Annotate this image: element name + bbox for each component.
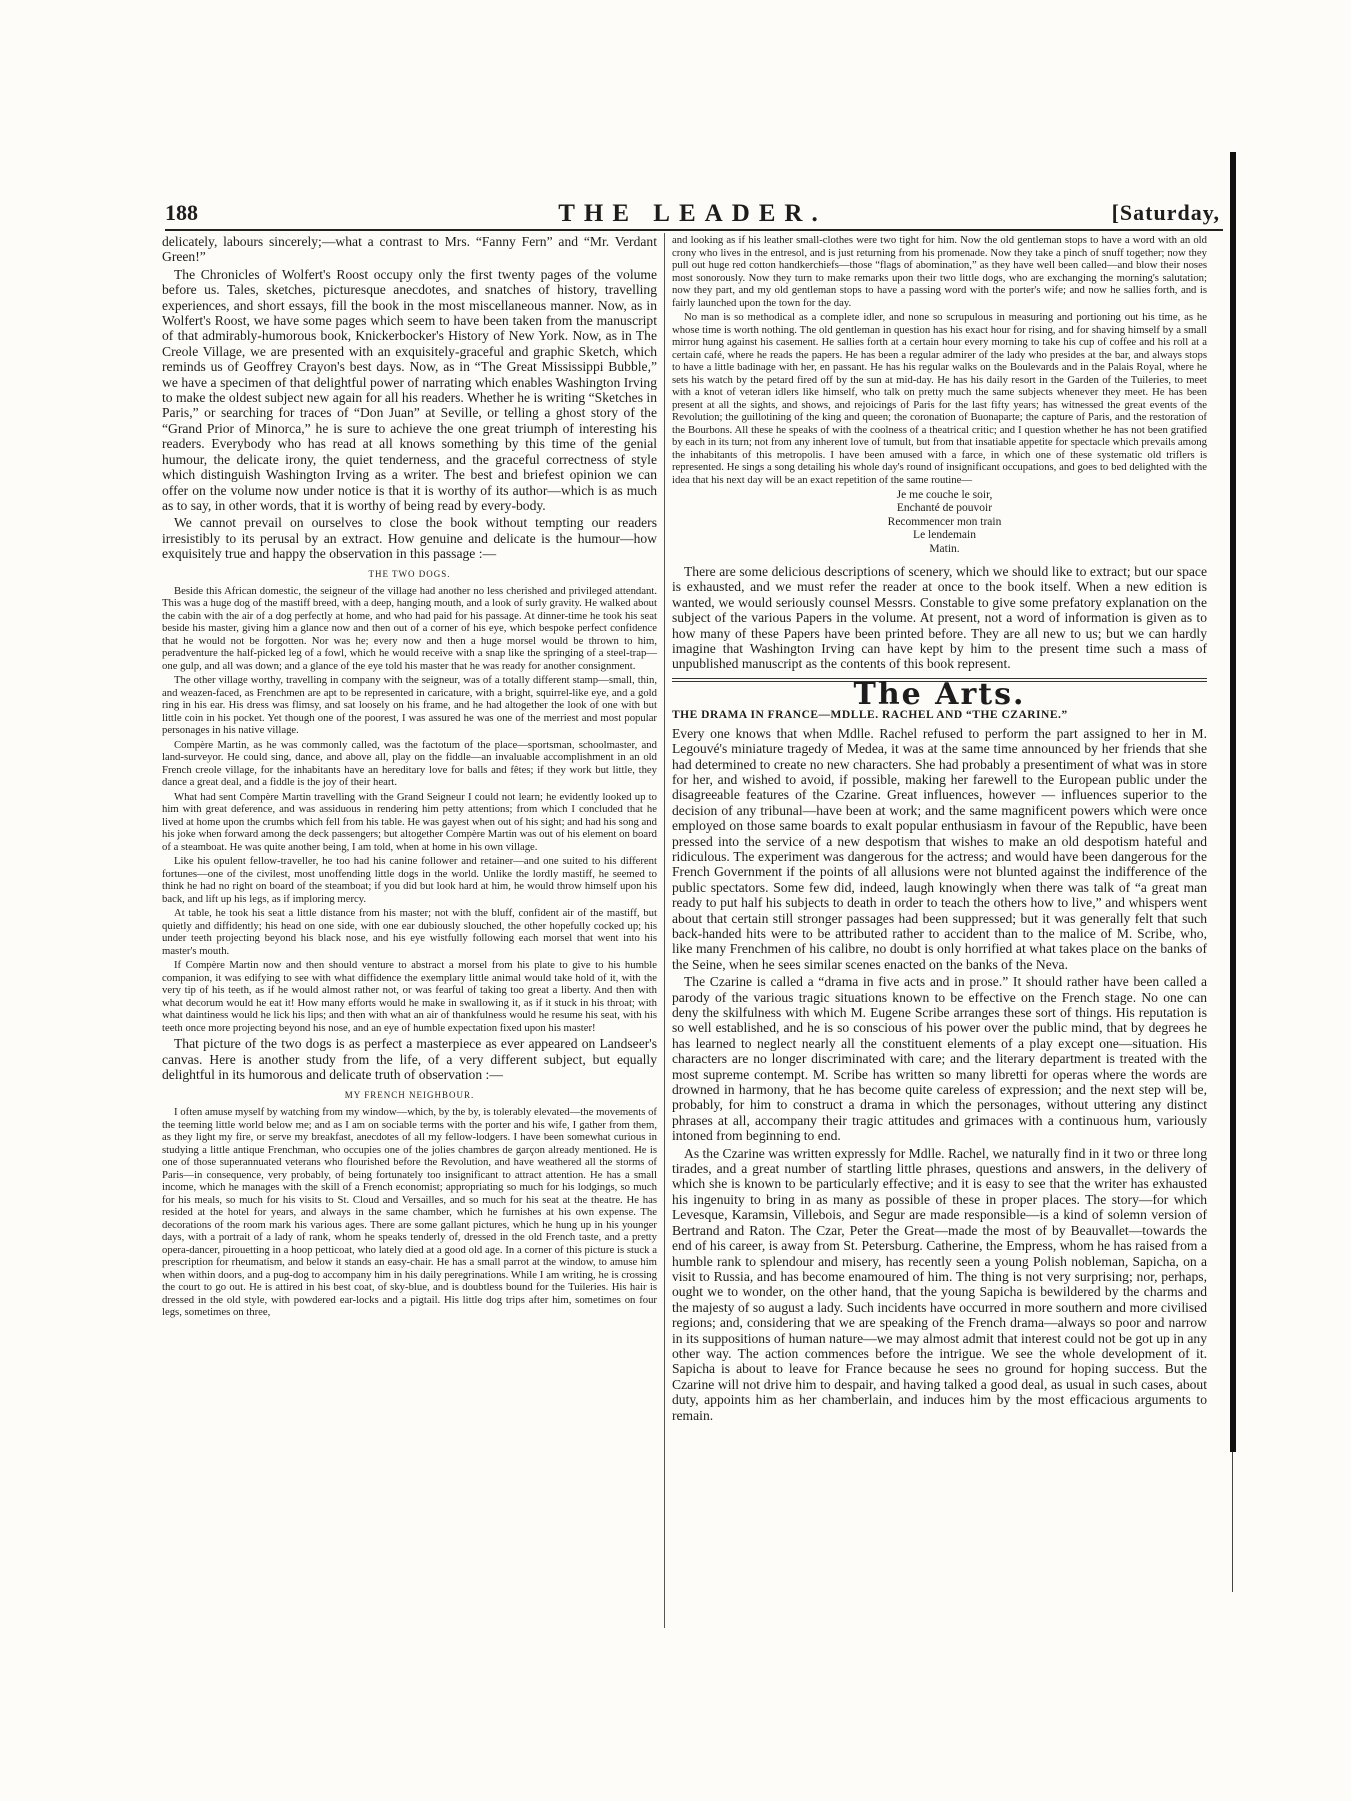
review-paragraph: There are some delicious descriptions of scenery, which we should like to extract; but our space is exhausted, and we must refer the reader at once to the book itself. When a new edition is wanted, we would seriously counsel Messrs. Constable to give some prefatory explanation on the subject of the various Papers in the volume. At present, not a word of information is given as to how many of these Papers have been printed before. They are all new to us; but we can hardly imagine that Washington Irving can have kept by him to the present time such a mass of unpublished manuscript as the contents of this book represent.	[672, 564, 1207, 672]
verse-line: Recommencer mon train	[887, 515, 1002, 528]
extract-paragraph: At table, he took his seat a little distance from his master; not with the bluff, confident air of the mastiff, but quietly and diffidently; his head on one side, with one ear dubiously slouched, the other hopefully cocked up; his under teeth projecting beyond his black nose, and his eye wistfully following each morsel that went into his master's mouth.	[162, 907, 657, 957]
right-column	[672, 234, 1207, 1425]
song-verse	[672, 489, 1207, 556]
extract-paragraph: What had sent Compère Martin travelling with the Grand Seigneur I could not learn; he evidently looked up to him with great deference, and was assiduous in rendering him petty attentions; from which I concluded that he lived at home upon the crumbs which fell from his table. He was gayest when out of his sight; and had his song and his joke when forward among the deck passengers; but altogether Compère Martin was out of his element on board of a steamboat. He was quite another being, I am told, when at home in his own village.	[162, 790, 657, 853]
extract-paragraph: Compère Martin, as he was commonly called, was the factotum of the place—sportsman, schoolmaster, and land-surveyor. He could sing, dance, and above all, play on the fiddle—an invaluable accomplishment in an old French creole village, for the inhabitants have an hereditary love for balls and fêtes; if they work but little, they dance a great deal, and a fiddle is the joy of their heart.	[162, 738, 657, 789]
extract-paragraph: No man is so methodical as a complete idler, and none so scrupulous in measuring and portioning out his time, as he whose time is worth nothing. The old gentleman in question has his exact hour for rising, and for shaving himself by a small mirror hung against his casement. He sallies forth at a certain hour every morning to take his cup of coffee and his roll at a certain café, where he reads the papers. He has been a regular admirer of the lady who presides at the bar, and always stops to have a little badinage with her, en passant. He has his regular walks on the Boulevards and in the Palais Royal, where he sets his watch by the petard fired off by the sun at mid-day. He has his daily resort in the Garden of the Tuileries, to meet with a knot of veteran idlers like himself, who talk on pretty much the same subjects whenever they meet. He has been present at all the sights, and shows, and rejoicings of Paris for the last fifty years; has witnessed the great events of the Revolution; the guillotining of the king and queen; the coronation of Buonaparte; the capture of Paris, and the restoration of the Bourbons. All these he speaks of with the coolness of a theatrical critic; and I question whether he has not been gratified by each in its turn; not from any inherent love of tumult, but from that insatiable appetite for spectacle which prevails among the inhabitants of this metropolis. I have been amused with a farce, in which one of these systematic old triflers is represented. He sings a song detailing his whole day's round of insignificant occupations, and goes to bed delighted with the idea that his next day will be an exact repetition of the same routine—	[672, 311, 1207, 486]
header-day: [Saturday,	[1111, 200, 1220, 225]
article-paragraph: As the Czarine was written expressly for Mdlle. Rachel, we naturally find in it two or three long tirades, and a great number of startling little phrases, questions and answers, in the delivery of which she is known to be particularly effective; and it is easy to see that the writer has exhausted his ingenuity to bring in as many as possible of these in proper places. The story—for which Levesque, Karamsin, Villebois, and Segur are made responsible—is a kind of solemn version of Bertrand and Raton. The Czar, Peter the Great—made the most of by Beauvallet—towards the end of his career, is away from St. Petersburg. Catherine, the Empress, whom he has raised from a humble rank to splendour and misery, has recently seen a young Polish nobleman, Sapicha, on a visit to Russia, and has become enamoured of him. The thing is not very surprising; nor, perhaps, ought we to wonder, on the other hand, that the young Sapicha is bewildered by the charms and the majesty of so august a lady. Such incidents have occurred in more southern and more civilised regions; and, considering that we are speaking of the French drama—always so poor and narrow in its suppositions of human nature—we may almost admit that interest could not be got up in any other way. The action commences before the intrigue. We see the whole development of it. Sapicha is about to leave for France because he sees no ground for hoping success. But the Czarine will not drive him to despair, and having talked a good deal, as usual in such cases, about duty, appoints him as her chamberlain, and induces him by the most efficacious arguments to remain.	[672, 1145, 1207, 1423]
extract-paragraph: I often amuse myself by watching from my window—which, by the by, is tolerably elevated—the movements of the teeming little world below me; and as I am on sociable terms with the porter and his wife, I gather from them, as they light my fire, or serve my breakfast, anecdotes of all my fellow-lodgers. I have been somewhat curious in studying a little antique Frenchman, who occupies one of the jolies chambres de garçon already mentioned. He is one of those superannuated veterans who flourished before the Revolution, and have weathered all the storms of Paris—in consequence, very probably, of being fortunately too insignificant to attract attention. He has a small income, which he manages with the skill of a French economist; appropriating so much for his lodgings, so much for his meals, so much for his visits to St. Cloud and Versailles, and so much for his seat at the theatre. He has resided at the hotel for years, and always in the same chamber, which he furnishes at his own expense. The decorations of the room mark his various ages. There are some gallant pictures, which he hung up in his younger days, with a portrait of a lady of rank, whom he speaks tenderly of, dressed in the old French taste, and a pretty opera-dancer, pirouetting in a hoop petticoat, who lately died at a good old age. In a corner of this picture is stuck a prescription for rheumatism, and below it stands an easy-chair. He has a small parrot at the window, to amuse him when within doors, and a pug-dog to accompany him in his daily peregrinations. While I am writing, he is crossing the court to go out. He is attired in his best coat, of sky-blue, and is doubtless bound for the Tuileries. His hair is dressed in the old style, with powdered ear-locks and a pigtail. His little dog trips after him, sometimes on four legs, sometimes on three,	[162, 1106, 657, 1319]
extract-paragraph: Beside this African domestic, the seigneur of the village had another no less cherished and privileged attendant. This was a huge dog of the mastiff breed, with a deep, hanging mouth, and a look of surly gravity. He walked about the cabin with the air of a dog perfectly at home, and who had paid for his passage. At dinner-time he took his seat beside his master, giving him a glance now and then out of a corner of his eye, which bespoke perfect confidence that he would not be forgotten. Nor was he; every now and then a huge morsel would be thrown to him, peradventure the half-picked leg of a fowl, which he would receive with a snap like the springing of a steel-trap—one gulp, and all was down; and a glance of the eye told his master that he was ready for another consignment.	[162, 584, 657, 672]
review-paragraph: delicately, labours sincerely;—what a contrast to Mrs. “Fanny Fern” and “Mr. Verdant Green!”	[162, 234, 657, 265]
extract-paragraph: and looking as if his leather small-clothes were two tight for him. Now the old gentleman stops to have a word with an old crony who lives in the entresol, and is just returning from his promenade. Now they take a pinch of snuff together; now they pull out huge red cotton handkerchiefs—those “flags of abomination,” as they have well been called—and blow their noses most sonorously. Now they turn to make remarks upon their two little dogs, who are exchanging the morning's salutation; now they part, and my old gentleman stops to have a passing word with the porter's wife; and now he sallies forth, and is fairly launched upon the town for the day.	[672, 234, 1207, 309]
verse-line: Matin.	[929, 542, 960, 555]
section-heading-the-arts: The Arts.	[853, 676, 1026, 712]
verse-line: Le lendemain	[913, 529, 976, 542]
extract-paragraph: If Compère Martin now and then should venture to abstract a morsel from his plate to give to his humble companion, it was edifying to see with what diffidence the exemplary little animal would take hold of it, with the very tip of his teeth, as if he would almost rather not, or was fearful of taking too great a liberty. And then with what decorum would he eat it! How many efforts would he make in swallowing it, as if it stuck in his throat; with what daintiness would he lick his lips; and then with what an air of thankfulness would he resume his seat, with his teeth once more projecting beyond his nose, and an eye of humble expectation fixed upon his master!	[162, 959, 657, 1034]
page-number: 188	[165, 200, 198, 225]
column-divider	[664, 233, 665, 1628]
page-edge-shadow	[1230, 152, 1236, 1452]
review-paragraph: That picture of the two dogs is as perfect a masterpiece as ever appeared on Landseer's canvas. Here is another study from the life, of a very different subject, but equally delightful in its humorous and delicate truth of observation :—	[162, 1036, 657, 1083]
review-paragraph: The Chronicles of Wolfert's Roost occupy only the first twenty pages of the volume before us. Tales, sketches, picturesque anecdotes, and snatches of history, travelling experiences, and short essays, fill the book in the most miscellaneous manner. Now, as in Wolfert's Roost, we have some pages which seem to have been taken from the manuscript of that admirably-humorous book, Knickerbocker's History of New York. Now, as in The Creole Village, we are presented with an exquisitely-graceful and graphic Sketch, which reminds us of Geoffrey Crayon's best days. Now, as in “The Great Mississippi Bubble,” we have a specimen of that delightful power of narrating which enables Washington Irving to make the oldest subject new again for all his readers. Whether he is writing “Sketches in Paris,” or searching for traces of “Don Juan” at Seville, or telling a ghost story of the “Grand Prior of Minorca,” he is sure to achieve the one great triumph of interesting his readers. Everybody who has read at all knows something by this time of the genial humour, the delicate irony, the quiet tenderness, and the graceful correctness of style which distinguish Washington Irving as a writer. The best and briefest opinion we can offer on the volume now under notice is that it is worthy of its author—which is as much as to say, in other words, that it is worthy of being read by every-body.	[162, 266, 657, 513]
verse-line: Je me couche le soir,	[896, 489, 993, 501]
page-header	[165, 200, 1220, 226]
review-paragraph: We cannot prevail on ourselves to close the book without tempting our readers irresistibly to its perusal by an extract. How genuine and delicate is the humour—how exquisitely true and happy the observation in this passage :—	[162, 515, 657, 562]
page-edge-line	[1232, 1452, 1233, 1592]
header-rule	[165, 229, 1223, 231]
article-title: THE DRAMA IN FRANCE—MDLLE. RACHEL AND “THE CZARINE.”	[672, 709, 1068, 722]
extract-heading: THE TWO DOGS.	[368, 568, 451, 579]
extract-paragraph: The other village worthy, travelling in company with the seigneur, was of a totally different stamp—small, thin, and weazen-faced, as Frenchmen are apt to be represented in caricature, with a bright, squirrel-like eye, and a gold ring in his ear. His dress was flimsy, and sat loosely on his frame, and he had altogether the look of one with but little coin in his pocket. Yet though one of the poorest, I was assured he was one of the merriest and most popular personages in his native village.	[162, 674, 657, 737]
article-paragraph: Every one knows that when Mdlle. Rachel refused to perform the part assigned to her in M. Legouvé's miniature tragedy of Medea, it was at the same time announced by her friends that she had determined to create no new characters. She had probably a presentiment of what was in store for her, and wished to avoid, if possible, making her farewell to the European public under the disagreeable features of the Czarine. Great influences, however — influences superior to the decision of any tribunal—have been at work; and the same magnificent powers which were once employed on those same boards to exalt popular enthusiasm in favour of the Republic, have been pressed into the service of a new despotism that wishes to make an old despotism hateful and ridiculous. The experiment was dangerous for the actress; and would have been dangerous for the French Government if the points of all allusions were not blunted against the indifference of the public spectators. Some few did, indeed, laugh knowingly when there was talk of “a great man ready to put half his subjects to death in order to teach the others how to live,” and whispers went about that certain still stronger passages had been suppressed; but it was generally felt that such back-handed hits were to be attributed rather to accident than to the malice of M. Scribe, who, like many Frenchmen of his calibre, no doubt is only horrified at what takes place on the banks of the Seine, when he sees similar scenes enacted on the banks of the Neva.	[672, 725, 1207, 972]
verse-line: Enchanté de pouvoir	[896, 502, 993, 515]
masthead-title: THE LEADER.	[558, 200, 827, 227]
article-paragraph: The Czarine is called a “drama in five acts and in prose.” It should rather have been called a parody of the various tragic situations known to be effective on the French stage. No one can deny the skilfulness with which M. Eugene Scribe arranges these sort of things. His reputation is so well established, and he is so conscious of his power over the public mind, that by degrees he has learned to neglect nearly all the constituent elements of a play except one—situation. His characters are no longer discriminated with care; and the literary department is treated with the most supreme contempt. M. Scribe has written so many libretti for operas where the words are drowned in harmony, that he has become quite careless of expression; and the next step will be, probably, for him to construct a drama in which the personages, without uttering any distinct phrases at all, accompany their tragic attitudes and grimaces with a continuous hum, variously intoned from beginning to end.	[672, 974, 1207, 1144]
extract-paragraph: Like his opulent fellow-traveller, he too had his canine follower and retainer—and one suited to his different fortunes—one of the civilest, most unoffending little dogs in the world. Unlike the lordly mastiff, he seemed to think he had no right on board of the steamboat; if you did but look hard at him, he would throw himself upon his back, and lift up his legs, as if imploring mercy.	[162, 855, 657, 905]
left-column	[162, 234, 657, 1321]
extract-heading: MY FRENCH NEIGHBOUR.	[344, 1089, 475, 1100]
